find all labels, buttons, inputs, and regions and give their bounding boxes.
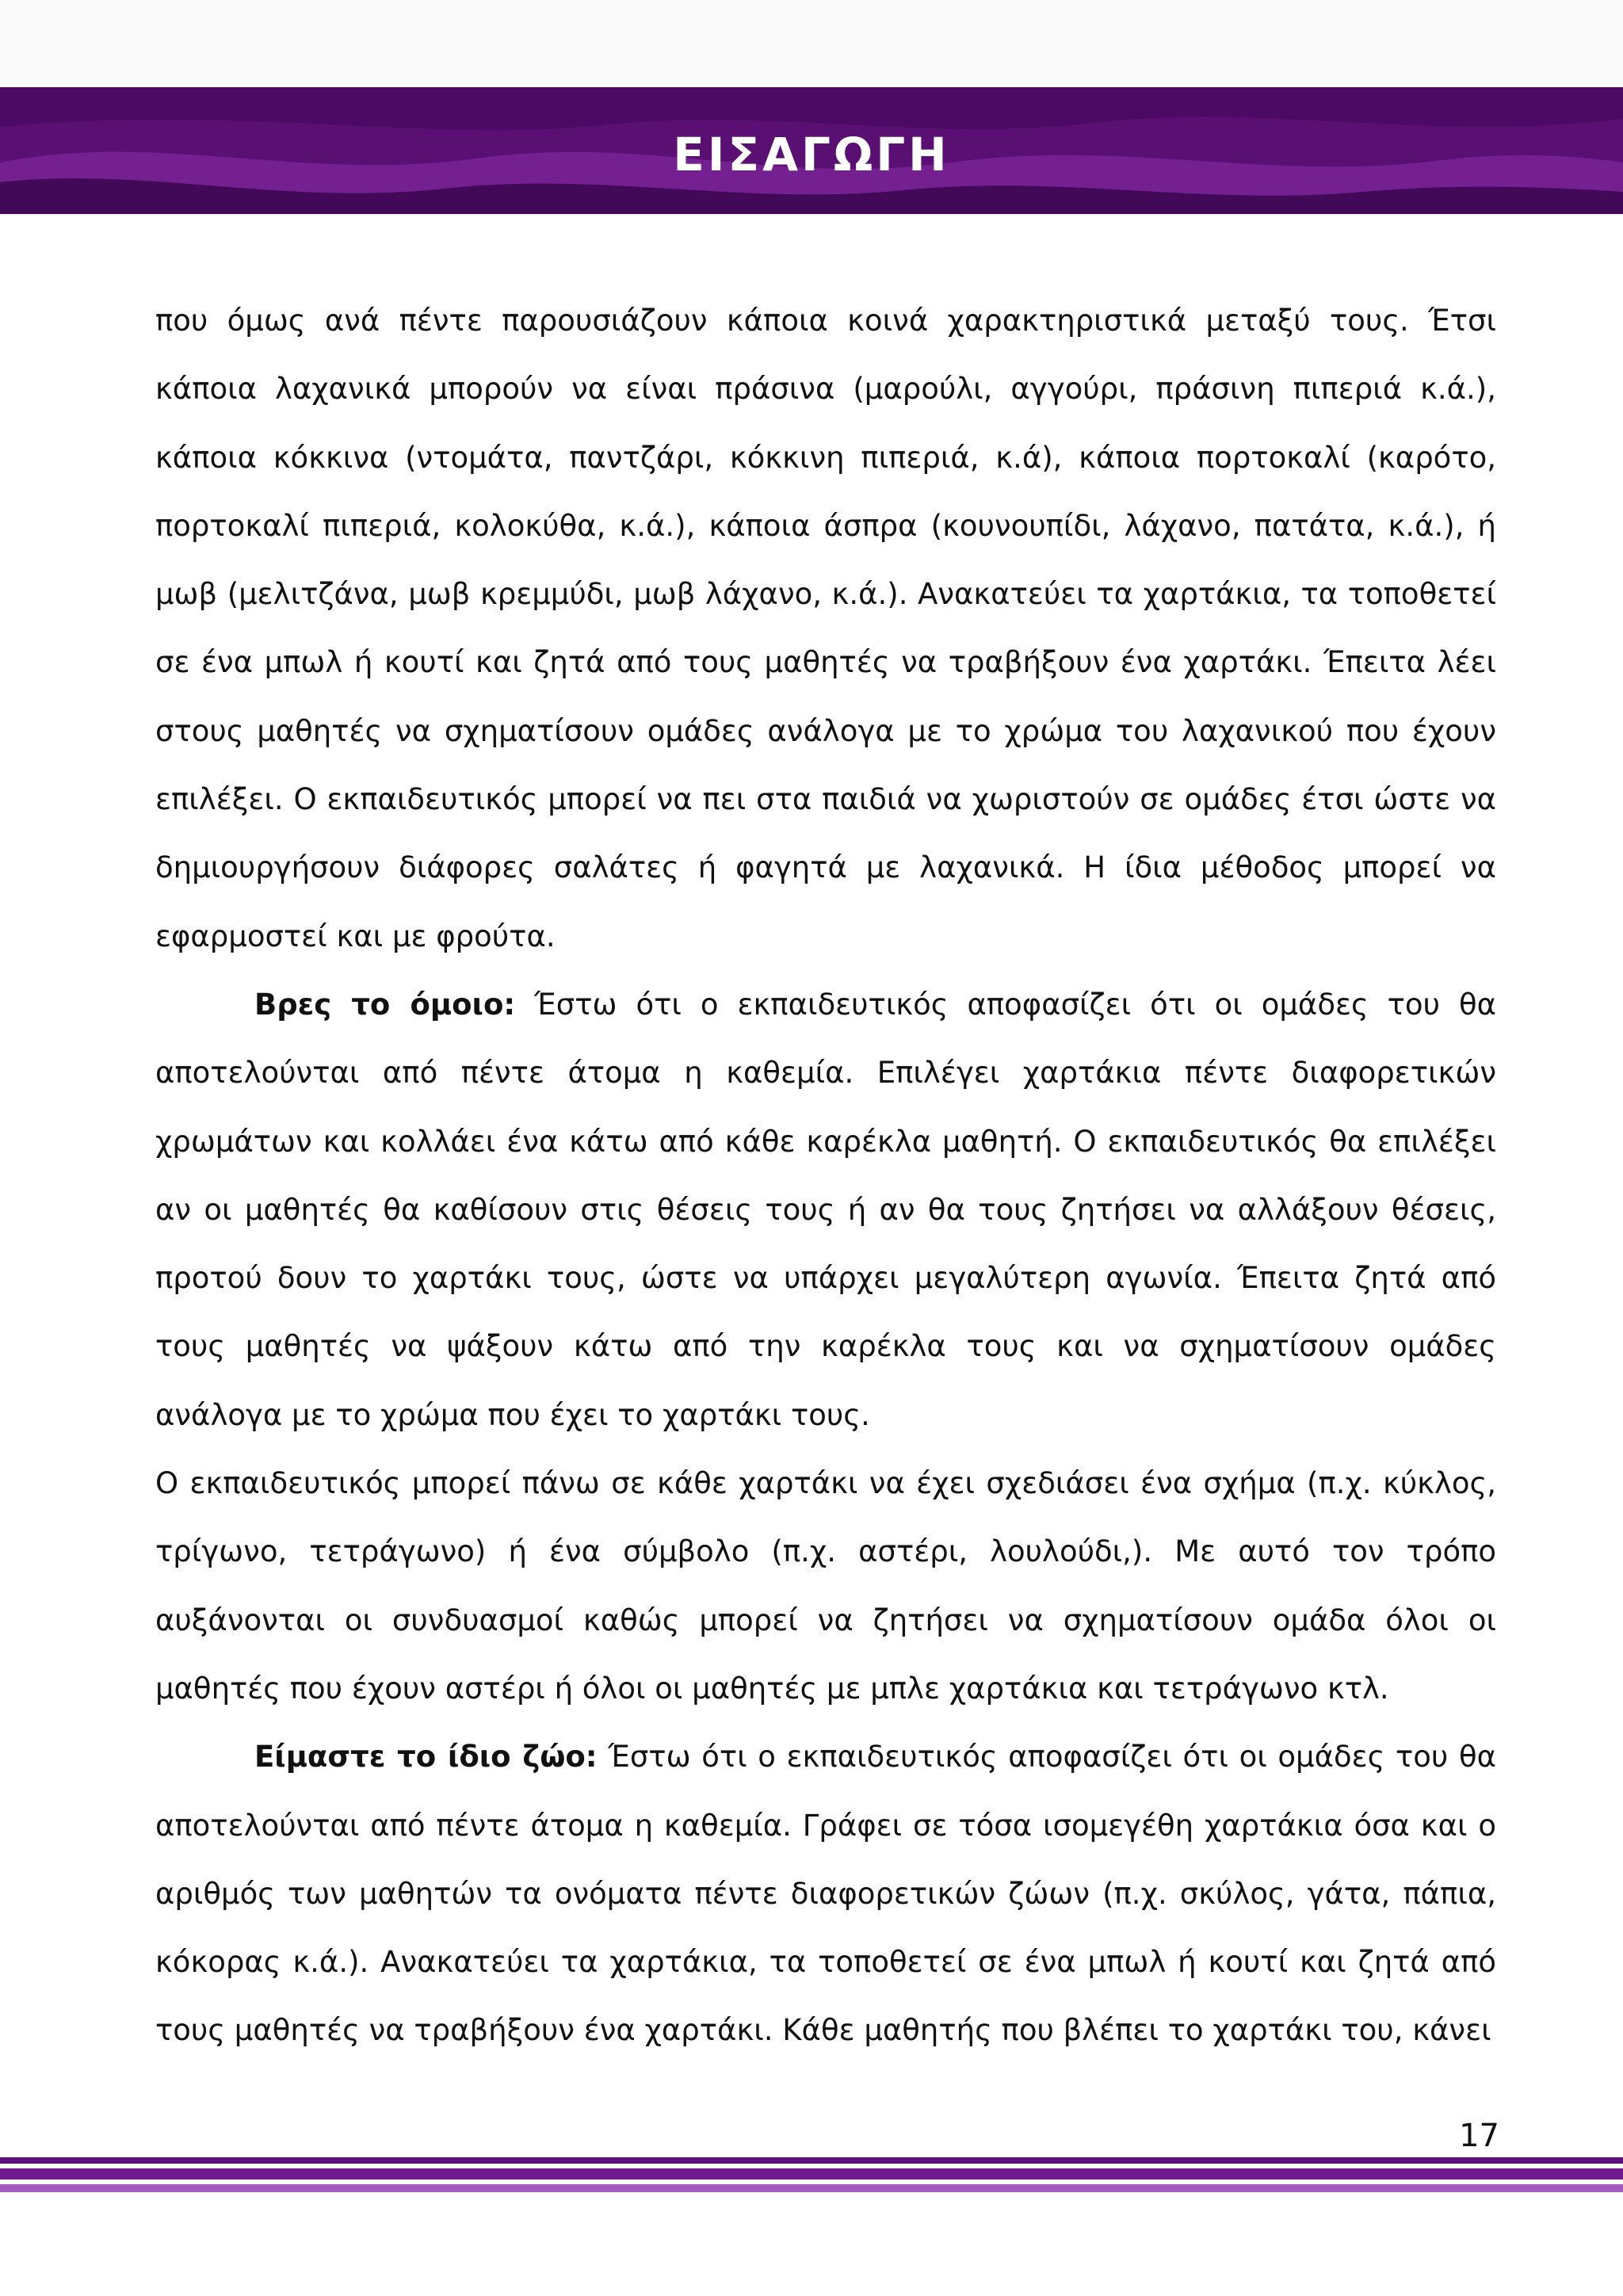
paragraph-shapes-symbols [155, 1450, 1496, 1723]
paragraph-text: Έστω ότι ο εκπαιδευτικός αποφασίζει ότι οι ομάδες του θα αποτελούνται από πέντε άτομα η καθεμία. Γράφει σε τόσα ισομεγέθη χαρτάκια όσα και ο αριθμός των μαθητών τα ονόματα πέντε διαφορετικών ζώων (π.χ. σκύλος, γάτα, πάπια, κόκορας κ.ά.). Ανακατεύει τα χαρτάκια, τα τοποθετεί σε ένα μπωλ ή κουτί και ζητά από τους μαθητές να τραβήξουν ένα χαρτάκι. Κάθε μαθητής που βλέπει το χαρτάκι του, κάνει [155, 1740, 1496, 2048]
chapter-title: ΕΙΣΑΓΩΓΗ [673, 128, 950, 181]
paragraph-find-the-match [155, 971, 1496, 1450]
paragraph-text: Ο εκπαιδευτικός μπορεί πάνω σε κάθε χαρτάκι να έχει σχεδιάσει ένα σχήμα (π.χ. κύκλος, τρίγωνο, τετράγωνο) ή ένα σύμβολο (π.χ. αστέρι, λουλούδι,). Με αυτό τον τρόπο αυξάνονται οι συνδυασμοί καθώς μπορεί να ζητήσει να σχηματίσουν ομάδα όλοι οι μαθητές που έχουν αστέρι ή όλοι οι μαθητές με μπλε χαρτάκια και τετράγωνο κτλ. [155, 1466, 1496, 1706]
page-top-margin [0, 0, 1623, 87]
paragraph-text: Έστω ότι ο εκπαιδευτικός αποφασίζει ότι οι ομάδες του θα αποτελούνται από πέντε άτομα η καθεμία. Επιλέγει χαρτάκια πέντε διαφορετικών χρωμάτων και κολλάει ένα κάτω από κάθε καρέκλα μαθητή. Ο εκπαιδευτικός θα επιλέξει αν οι μαθητές θα καθίσουν στις θέσεις τους ή αν θα τους ζητήσει να αλλάξουν θέσεις, προτού δουν το χαρτάκι τους, ώστε να υπάρχει μεγαλύτερη αγωνία. Έπειτα ζητά από τους μαθητές να ψάξουν κάτω από την καρέκλα τους και να σχηματίσουν ομάδες ανάλογα με το χρώμα που έχει το χαρτάκι τους. [155, 987, 1496, 1432]
body-text [155, 287, 1496, 2065]
paragraph-heading: Βρες το όμοιο: [254, 987, 516, 1022]
page-number: 17 [1459, 2118, 1499, 2154]
chapter-header-banner [0, 87, 1623, 214]
paragraph-heading: Είμαστε το ίδιο ζώο: [254, 1740, 598, 1775]
paragraph-text: που όμως ανά πέντε παρουσιάζουν κάποια κοινά χαρακτηριστικά μεταξύ τους. Έτσι κάποια λαχανικά μπορούν να είναι πράσινα (μαρούλι, αγγούρι, πράσινη πιπεριά κ.ά.), κάποια κόκκινα (ντομάτα, παντζάρι, κόκκινη πιπεριά, κ.ά), κάποια πορτοκαλί (καρότο, πορτοκαλί πιπεριά, κολοκύθα, κ.ά.), κάποια άσπρα (κουνουπίδι, λάχανο, πατάτα, κ.ά.), ή μωβ (μελιτζάνα, μωβ κρεμμύδι, μωβ λάχανο, κ.ά.). Ανακατεύει τα χαρτάκια, τα τοποθετεί σε ένα μπωλ ή κουτί και ζητά από τους μαθητές να τραβήξουν ένα χαρτάκι. Έπειτα λέει στους μαθητές να σχηματίσουν ομάδες ανάλογα με το χρώμα του λαχανικού που έχουν επιλέξει. Ο εκπαιδευτικός μπορεί να πει στα παιδιά να χωριστούν σε ομάδες έτσι ώστε να δημιουργήσουν διάφορες σαλάτες ή φαγητά με λαχανικά. Η ίδια μέθοδος μπορεί να εφαρμοστεί και με φρούτα. [155, 304, 1496, 953]
paragraph-vegetables [155, 287, 1496, 971]
paragraph-same-animal [155, 1723, 1496, 2065]
footer-stripe-thick [0, 2168, 1623, 2179]
footer-stripe-thin [0, 2157, 1623, 2164]
footer-stripe-light [0, 2184, 1623, 2192]
